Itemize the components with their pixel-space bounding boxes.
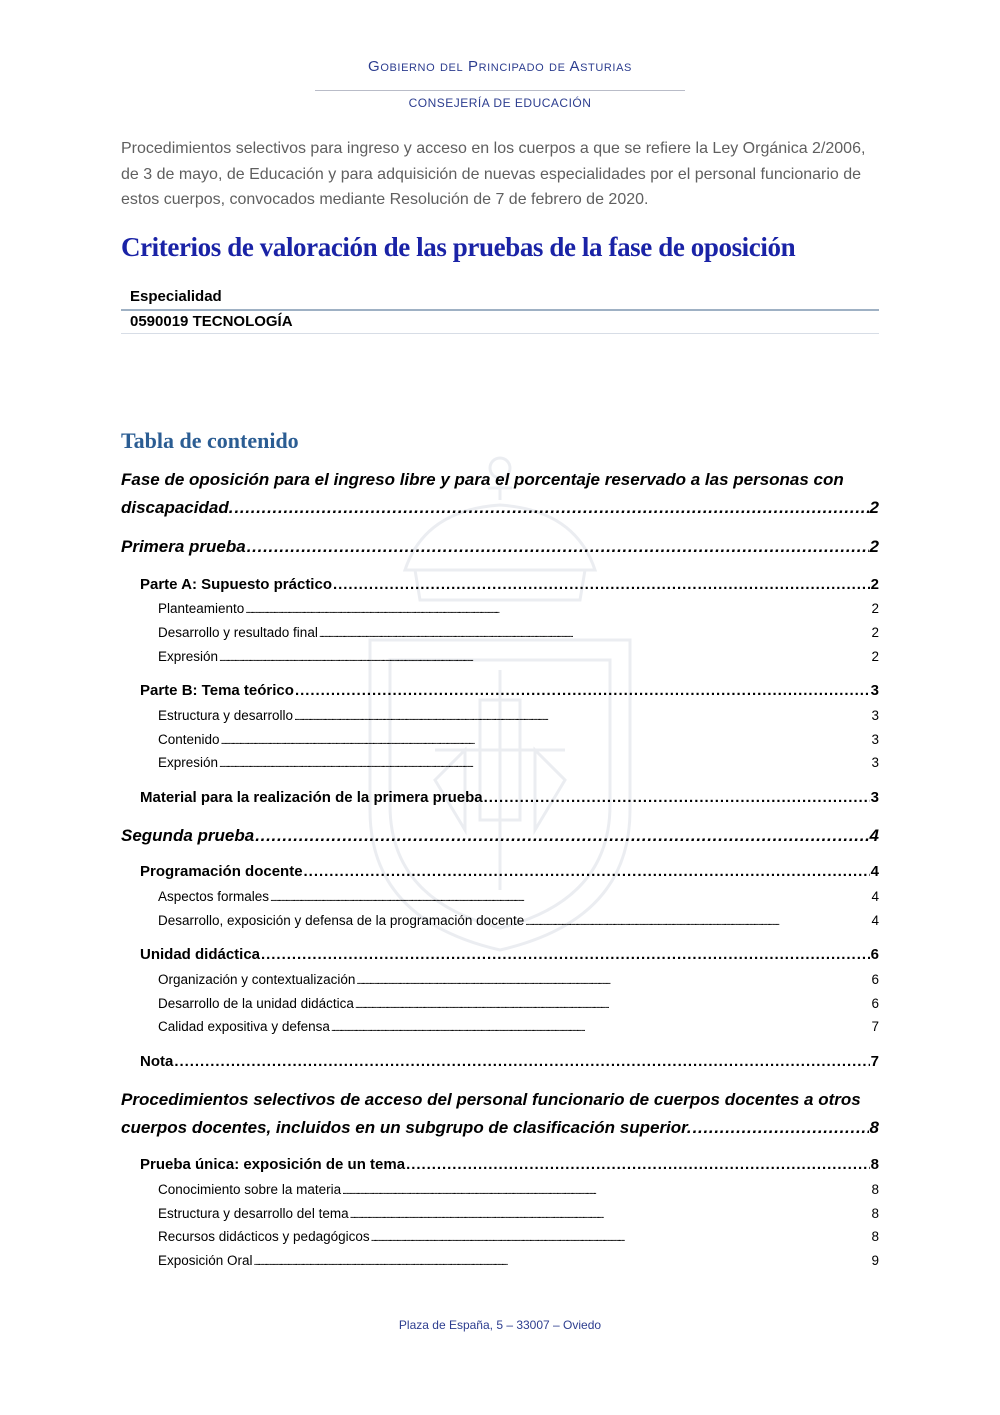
toc-dot-leader	[406, 1156, 870, 1173]
toc-dot-leader	[294, 708, 870, 723]
toc-entry-text: Estructura y desarrollo	[158, 708, 294, 723]
toc-dot-leader	[255, 826, 868, 846]
toc-entry-planteamiento[interactable]	[158, 601, 879, 616]
toc-entry-text: Desarrollo y resultado final	[158, 625, 318, 640]
toc-entry-text: Prueba única: exposición de un tema	[140, 1156, 406, 1173]
toc-entry-text: Material para la realización de la primera prueba	[140, 789, 483, 806]
toc-title: Tabla de contenido	[121, 428, 299, 453]
toc-entry-organizacion[interactable]	[158, 972, 879, 987]
toc-entry-text: Exposición Oral	[158, 1253, 253, 1268]
toc-entry-text: Aspectos formales	[158, 889, 270, 904]
especialidad-value: 0590019 TECNOLOGÍA	[130, 313, 293, 330]
page-title: Criterios de valoración de las pruebas de la fase de oposición	[121, 232, 796, 262]
toc-entry-text: Organización y contextualización	[158, 972, 356, 987]
toc-entry-fase-oposicion[interactable]	[121, 498, 879, 518]
toc-entry-text: Desarrollo de la unidad didáctica	[158, 996, 354, 1011]
toc-entry-text: Segunda prueba	[121, 826, 255, 845]
toc-entry-page: 3	[871, 755, 879, 770]
toc-entry-page: 6	[871, 996, 879, 1011]
toc-dot-leader	[270, 889, 870, 904]
footer-address: Plaza de España, 5 – 33007 – Oviedo	[398, 1318, 602, 1332]
toc-entry-page: 3	[871, 708, 879, 723]
government-name: Gobierno del Principado de Asturias	[368, 58, 632, 75]
toc-entry-acceso-line1[interactable]: Procedimientos selectivos de acceso del personal funcionario de cuerpos docentes a otros	[121, 1090, 861, 1109]
toc-dot-leader	[319, 625, 871, 640]
toc-entry-parte-a[interactable]	[140, 576, 879, 593]
toc-dot-leader	[693, 1118, 869, 1138]
toc-entry-page: 4	[870, 863, 879, 880]
toc-entry-text: cuerpos docentes, incluidos en un subgrupo de clasificación superior.	[121, 1118, 692, 1137]
especialidad-divider	[121, 309, 879, 311]
toc-dot-leader	[219, 649, 870, 664]
toc-entry-fase-oposicion-line1[interactable]: Fase de oposición para el ingreso libre y para el porcentaje reservado a las personas con	[121, 470, 844, 489]
toc-entry-page: 4	[871, 913, 879, 928]
toc-entry-text: Estructura y desarrollo del tema	[158, 1206, 349, 1221]
toc-entry-page: 8	[870, 1156, 879, 1173]
toc-dot-leader	[304, 863, 870, 880]
toc-dot-leader	[261, 946, 870, 963]
toc-entry-text: Unidad didáctica	[140, 946, 261, 963]
toc-entry-page: 8	[871, 1182, 879, 1197]
government-header	[0, 58, 1000, 76]
toc-entry-page: 2	[869, 498, 879, 517]
toc-entry-page: 3	[870, 789, 879, 806]
toc-entry-acceso[interactable]	[121, 1118, 879, 1138]
toc-entry-text: Primera prueba	[121, 537, 246, 556]
especialidad-label: Especialidad	[130, 288, 222, 305]
toc-entry-aspectos-formales[interactable]	[158, 889, 879, 904]
toc-dot-leader	[221, 732, 871, 747]
toc-dot-leader	[356, 972, 870, 987]
toc-entry-desarrollo-resultado[interactable]	[158, 625, 879, 640]
toc-entry-text: discapacidad.	[121, 498, 234, 517]
toc-entry-parte-b[interactable]	[140, 682, 879, 699]
toc-entry-page: 3	[871, 732, 879, 747]
toc-dot-leader	[371, 1229, 871, 1244]
toc-entry-segunda-prueba[interactable]	[121, 826, 879, 846]
toc-entry-page: 2	[871, 625, 879, 640]
toc-dot-leader	[219, 755, 870, 770]
toc-entry-text: Parte B: Tema teórico	[140, 682, 294, 699]
toc-entry-text: Recursos didácticos y pedagógicos	[158, 1229, 370, 1244]
toc-dot-leader	[295, 682, 870, 699]
toc-entry-programacion-docente[interactable]	[140, 863, 879, 880]
toc-entry-page: 3	[870, 682, 879, 699]
toc-entry-material[interactable]	[140, 789, 879, 806]
toc-entry-page: 2	[871, 601, 879, 616]
toc-entry-page: 8	[871, 1229, 879, 1244]
toc-entry-page: 8	[871, 1206, 879, 1221]
toc-entry-text: Desarrollo, exposición y defensa de la programación docente	[158, 913, 525, 928]
toc-entry-text: Planteamiento	[158, 601, 245, 616]
toc-entry-nota[interactable]	[140, 1053, 879, 1070]
toc-dot-leader	[525, 913, 870, 928]
toc-dot-leader	[234, 498, 868, 518]
toc-entry-estructura-desarrollo[interactable]	[158, 708, 879, 723]
toc-entry-text: Calidad expositiva y defensa	[158, 1019, 330, 1034]
toc-entry-contenido[interactable]	[158, 732, 879, 747]
toc-entry-desarrollo-exposicion[interactable]	[158, 913, 879, 928]
toc-entry-page: 6	[870, 946, 879, 963]
toc-dot-leader	[247, 537, 869, 557]
toc-entry-primera-prueba[interactable]	[121, 537, 879, 557]
toc-entry-text: Expresión	[158, 755, 219, 770]
toc-entry-text: Programación docente	[140, 863, 303, 880]
toc-dot-leader	[333, 576, 870, 593]
especialidad-bottom-divider	[121, 333, 879, 334]
toc-dot-leader	[355, 996, 871, 1011]
toc-entry-text: Parte A: Supuesto práctico	[140, 576, 332, 593]
toc-entry-page: 7	[871, 1019, 879, 1034]
toc-entry-page: 2	[871, 649, 879, 664]
toc-dot-leader	[245, 601, 870, 616]
toc-entry-page: 7	[870, 1053, 879, 1070]
toc-entry-conocimiento[interactable]	[158, 1182, 879, 1197]
toc-entry-estructura-tema[interactable]	[158, 1206, 879, 1221]
toc-entry-expresion-b[interactable]	[158, 755, 879, 770]
toc-entry-page: 6	[871, 972, 879, 987]
toc-entry-expresion-a[interactable]	[158, 649, 879, 664]
toc-entry-page: 9	[871, 1253, 879, 1268]
toc-entry-text: Nota	[140, 1053, 174, 1070]
toc-entry-unidad-didactica[interactable]	[140, 946, 879, 963]
toc-entry-text: Contenido	[158, 732, 220, 747]
toc-entry-exposicion-oral[interactable]	[158, 1253, 879, 1268]
toc-dot-leader	[331, 1019, 871, 1034]
toc-entry-desarrollo-unidad[interactable]	[158, 996, 879, 1011]
toc-dot-leader	[342, 1182, 870, 1197]
toc-entry-calidad-expositiva[interactable]	[158, 1019, 879, 1034]
toc-dot-leader	[174, 1053, 869, 1070]
coat-of-arms-watermark	[345, 450, 655, 960]
toc-dot-leader	[254, 1253, 871, 1268]
department-name: CONSEJERÍA DE EDUCACIÓN	[408, 96, 592, 110]
toc-entry-page: 4	[871, 889, 879, 904]
toc-entry-text: Conocimiento sobre la materia	[158, 1182, 342, 1197]
toc-entry-page: 2	[869, 537, 879, 556]
toc-entry-prueba-unica[interactable]	[140, 1156, 879, 1173]
intro-paragraph: Procedimientos selectivos para ingreso y acceso en los cuerpos a que se refiere la Ley Orgánica 2/2006, de 3 de mayo, de Educación y para adquisición de nuevas especialidades por el personal funcionario de estos cuerpos, convocados mediante Resolución de 7 de febrero de 2020.	[121, 140, 866, 208]
toc-entry-page: 8	[869, 1118, 879, 1137]
toc-entry-page: 2	[870, 576, 879, 593]
toc-entry-recursos[interactable]	[158, 1229, 879, 1244]
toc-dot-leader	[484, 789, 870, 806]
toc-entry-page: 4	[869, 826, 879, 845]
header-divider	[315, 90, 685, 91]
toc-dot-leader	[350, 1206, 871, 1221]
toc-entry-text: Expresión	[158, 649, 219, 664]
